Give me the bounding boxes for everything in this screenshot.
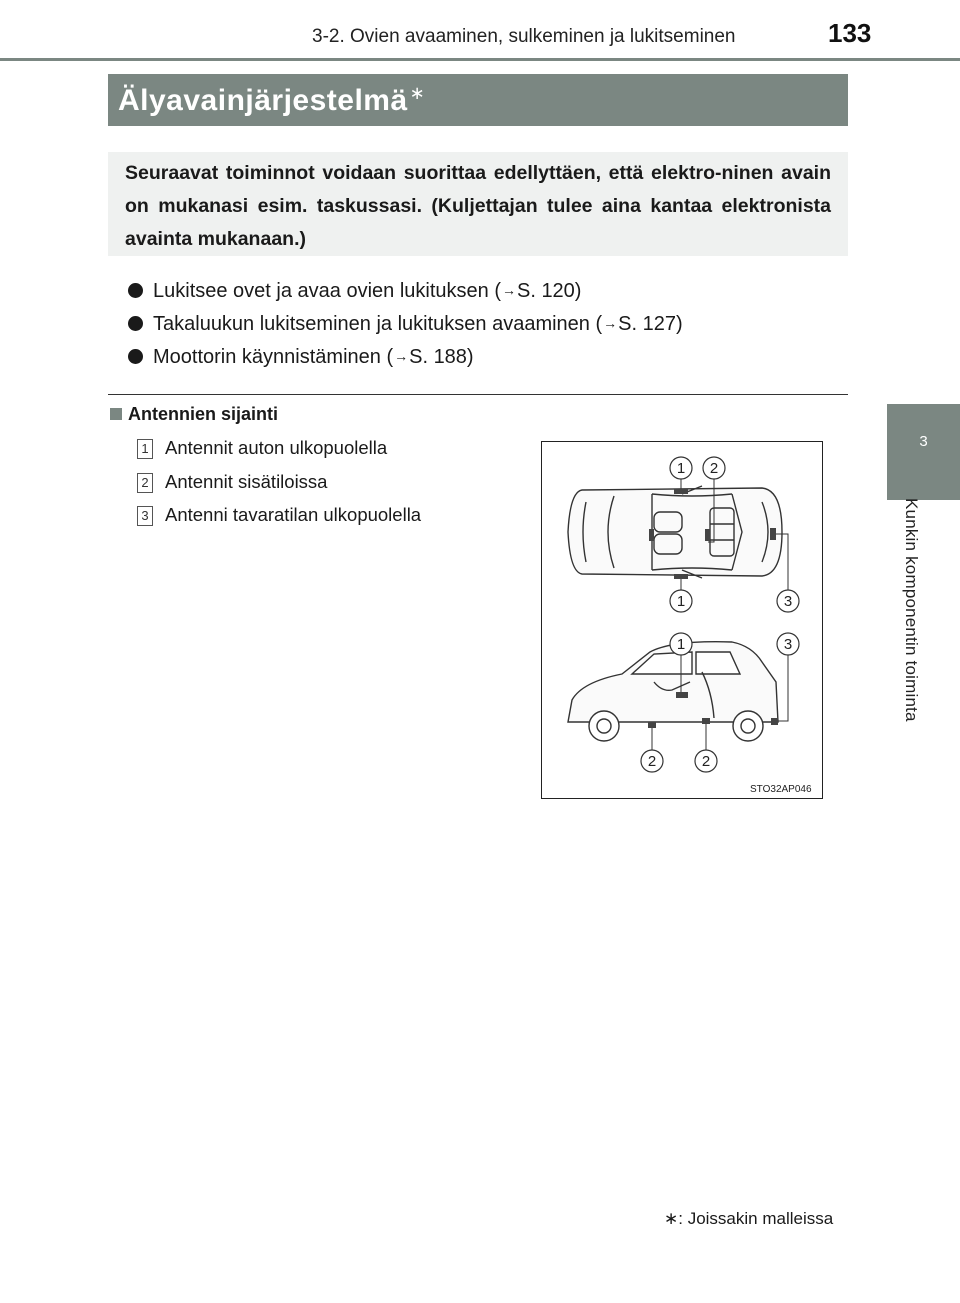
page-reference-link[interactable]: S. 120) [516, 280, 582, 302]
bullet-dot-icon [128, 316, 143, 331]
section-title [118, 83, 425, 118]
page-reference-link[interactable]: S. 188) [409, 346, 474, 368]
header-rule [0, 58, 960, 61]
chapter-label: Kunkin komponentin toiminta [902, 498, 921, 722]
chapter-number: 3 [919, 433, 928, 450]
item-number-badge: 3 [137, 506, 153, 526]
figure-code: STO32AP046 [750, 784, 812, 795]
antenna-location-figure [541, 441, 823, 799]
item-number-badge: 1 [137, 439, 153, 459]
page-number: 133 [828, 18, 872, 48]
bullet-text: Takaluukun lukitseminen ja lukituksen avaaminen ( [153, 313, 603, 335]
callout-label: 2 [709, 460, 719, 477]
callout-label: 3 [783, 593, 793, 610]
page-reference-link[interactable]: S. 127) [618, 313, 683, 335]
bullet-item [128, 280, 581, 303]
antenna-item-text: Antenni tavaratilan ulkopuolella [165, 504, 422, 525]
subsection-heading [110, 404, 278, 425]
arrow-right-icon: → [501, 282, 516, 298]
antenna-list-item [137, 437, 387, 459]
bullet-text: Lukitsee ovet ja avaa ovien lukituksen ( [153, 280, 501, 302]
running-header: 3-2. Ovien avaaminen, sulkeminen ja lukitseminen [312, 26, 736, 47]
footnote: ∗: Joissakin malleissa [664, 1209, 834, 1228]
callout-label: 2 [701, 753, 711, 770]
car-diagram [542, 442, 822, 798]
car-top-view [568, 486, 782, 578]
antenna-list-item [137, 471, 327, 493]
antenna-list-item [137, 504, 421, 526]
arrow-right-icon: → [603, 315, 618, 331]
car-side-view [568, 642, 778, 722]
bullet-item [128, 346, 474, 369]
bullet-dot-icon [128, 283, 143, 298]
subsection-heading-text: Antennien sijainti [128, 404, 279, 424]
intro-text: Seuraavat toiminnot voidaan suorittaa edellyttäen, että elektro-ninen avain on mukanasi esim. taskussasi. (Kuljettajan tulee aina kantaa elektronista avainta mukanaan.) [125, 162, 831, 250]
section-title-bar [108, 74, 848, 126]
chapter-tab [887, 404, 960, 500]
arrow-right-icon: → [394, 348, 409, 364]
section-title-text: Älyavainjärjestelmä [118, 84, 408, 117]
square-bullet-icon [110, 408, 122, 420]
callout-label: 1 [676, 636, 686, 653]
bullet-text: Moottorin käynnistäminen ( [153, 346, 394, 368]
bullet-dot-icon [128, 349, 143, 364]
asterisk-marker: ∗ [409, 83, 426, 103]
callout-label: 1 [676, 593, 686, 610]
bullet-item [128, 313, 683, 336]
intro-box [108, 152, 848, 256]
callout-label: 1 [676, 460, 686, 477]
callout-label: 2 [647, 753, 657, 770]
callout-label: 3 [783, 636, 793, 653]
section-divider [108, 394, 848, 395]
antenna-item-text: Antennit sisätiloissa [165, 471, 328, 492]
item-number-badge: 2 [137, 473, 153, 493]
antenna-item-text: Antennit auton ulkopuolella [165, 437, 388, 458]
